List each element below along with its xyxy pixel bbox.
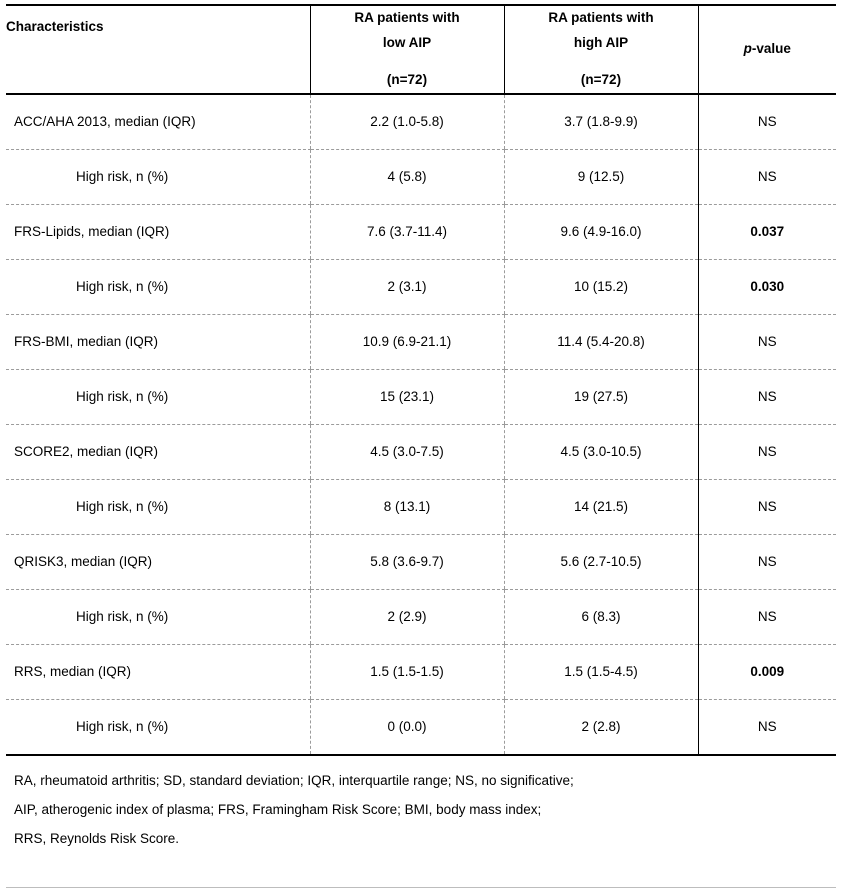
cell-p-value: NS — [698, 534, 836, 589]
footnote-line: RRS, Reynolds Risk Score. — [14, 830, 180, 846]
cell-high-aip: 1.5 (1.5-4.5) — [504, 644, 698, 699]
row-label: QRISK3, median (IQR) — [6, 534, 310, 589]
table-row — [6, 369, 836, 424]
table-header-row — [6, 5, 836, 94]
cell-low-aip: 5.8 (3.6-9.7) — [310, 534, 504, 589]
cell-p-value: NS — [698, 149, 836, 204]
table-body — [6, 5, 836, 755]
table-footnotes — [6, 756, 836, 888]
table-row — [6, 699, 836, 755]
header-low-aip: RA patients with low AIP (n=72) — [310, 5, 504, 94]
cell-low-aip: 10.9 (6.9-21.1) — [310, 314, 504, 369]
row-label: High risk, n (%) — [6, 699, 310, 755]
row-label: SCORE2, median (IQR) — [6, 424, 310, 479]
table-row — [6, 589, 836, 644]
table-row — [6, 424, 836, 479]
cell-low-aip: 2 (2.9) — [310, 589, 504, 644]
cell-high-aip: 4.5 (3.0-10.5) — [504, 424, 698, 479]
footnote-line: AIP, atherogenic index of plasma; FRS, Framingham Risk Score; BMI, body mass index; — [14, 801, 542, 817]
table-row — [6, 314, 836, 369]
cell-p-value: NS — [698, 589, 836, 644]
header-characteristics: Characteristics — [6, 5, 310, 94]
cell-p-value: NS — [698, 424, 836, 479]
cell-high-aip: 10 (15.2) — [504, 259, 698, 314]
row-label: ACC/AHA 2013, median (IQR) — [6, 94, 310, 150]
row-label: High risk, n (%) — [6, 149, 310, 204]
row-label: High risk, n (%) — [6, 479, 310, 534]
table-row — [6, 479, 836, 534]
cell-p-value: NS — [698, 369, 836, 424]
cell-low-aip: 7.6 (3.7-11.4) — [310, 204, 504, 259]
table-row — [6, 204, 836, 259]
cell-high-aip: 19 (27.5) — [504, 369, 698, 424]
table-row — [6, 94, 836, 150]
cell-high-aip: 9 (12.5) — [504, 149, 698, 204]
footnote-spacer — [14, 853, 828, 875]
cell-low-aip: 15 (23.1) — [310, 369, 504, 424]
cell-high-aip: 9.6 (4.9-16.0) — [504, 204, 698, 259]
cell-low-aip: 4 (5.8) — [310, 149, 504, 204]
cv-risk-scores-table — [6, 4, 836, 756]
row-label: RRS, median (IQR) — [6, 644, 310, 699]
row-label: FRS-Lipids, median (IQR) — [6, 204, 310, 259]
header-p-value: p-value — [698, 5, 836, 94]
cell-low-aip: 0 (0.0) — [310, 699, 504, 755]
row-label: FRS-BMI, median (IQR) — [6, 314, 310, 369]
cell-p-value: NS — [698, 699, 836, 755]
cell-high-aip: 5.6 (2.7-10.5) — [504, 534, 698, 589]
table-row — [6, 534, 836, 589]
cell-low-aip: 8 (13.1) — [310, 479, 504, 534]
cell-p-value: NS — [698, 479, 836, 534]
cell-p-value: NS — [698, 314, 836, 369]
cell-p-value: NS — [698, 94, 836, 150]
cell-p-value: 0.030 — [698, 259, 836, 314]
cell-high-aip: 14 (21.5) — [504, 479, 698, 534]
cell-p-value: 0.009 — [698, 644, 836, 699]
header-high-aip: RA patients with high AIP (n=72) — [504, 5, 698, 94]
footnote-line: RA, rheumatoid arthritis; SD, standard deviation; IQR, interquartile range; NS, no significative; — [14, 772, 574, 788]
cell-high-aip: 11.4 (5.4-20.8) — [504, 314, 698, 369]
cell-p-value: 0.037 — [698, 204, 836, 259]
table-row — [6, 259, 836, 314]
row-label: High risk, n (%) — [6, 589, 310, 644]
cell-low-aip: 4.5 (3.0-7.5) — [310, 424, 504, 479]
cell-high-aip: 3.7 (1.8-9.9) — [504, 94, 698, 150]
cell-low-aip: 2 (3.1) — [310, 259, 504, 314]
cell-low-aip: 1.5 (1.5-1.5) — [310, 644, 504, 699]
cell-high-aip: 2 (2.8) — [504, 699, 698, 755]
table-row — [6, 149, 836, 204]
row-label: High risk, n (%) — [6, 369, 310, 424]
cell-low-aip: 2.2 (1.0-5.8) — [310, 94, 504, 150]
row-label: High risk, n (%) — [6, 259, 310, 314]
cell-high-aip: 6 (8.3) — [504, 589, 698, 644]
table-row — [6, 644, 836, 699]
